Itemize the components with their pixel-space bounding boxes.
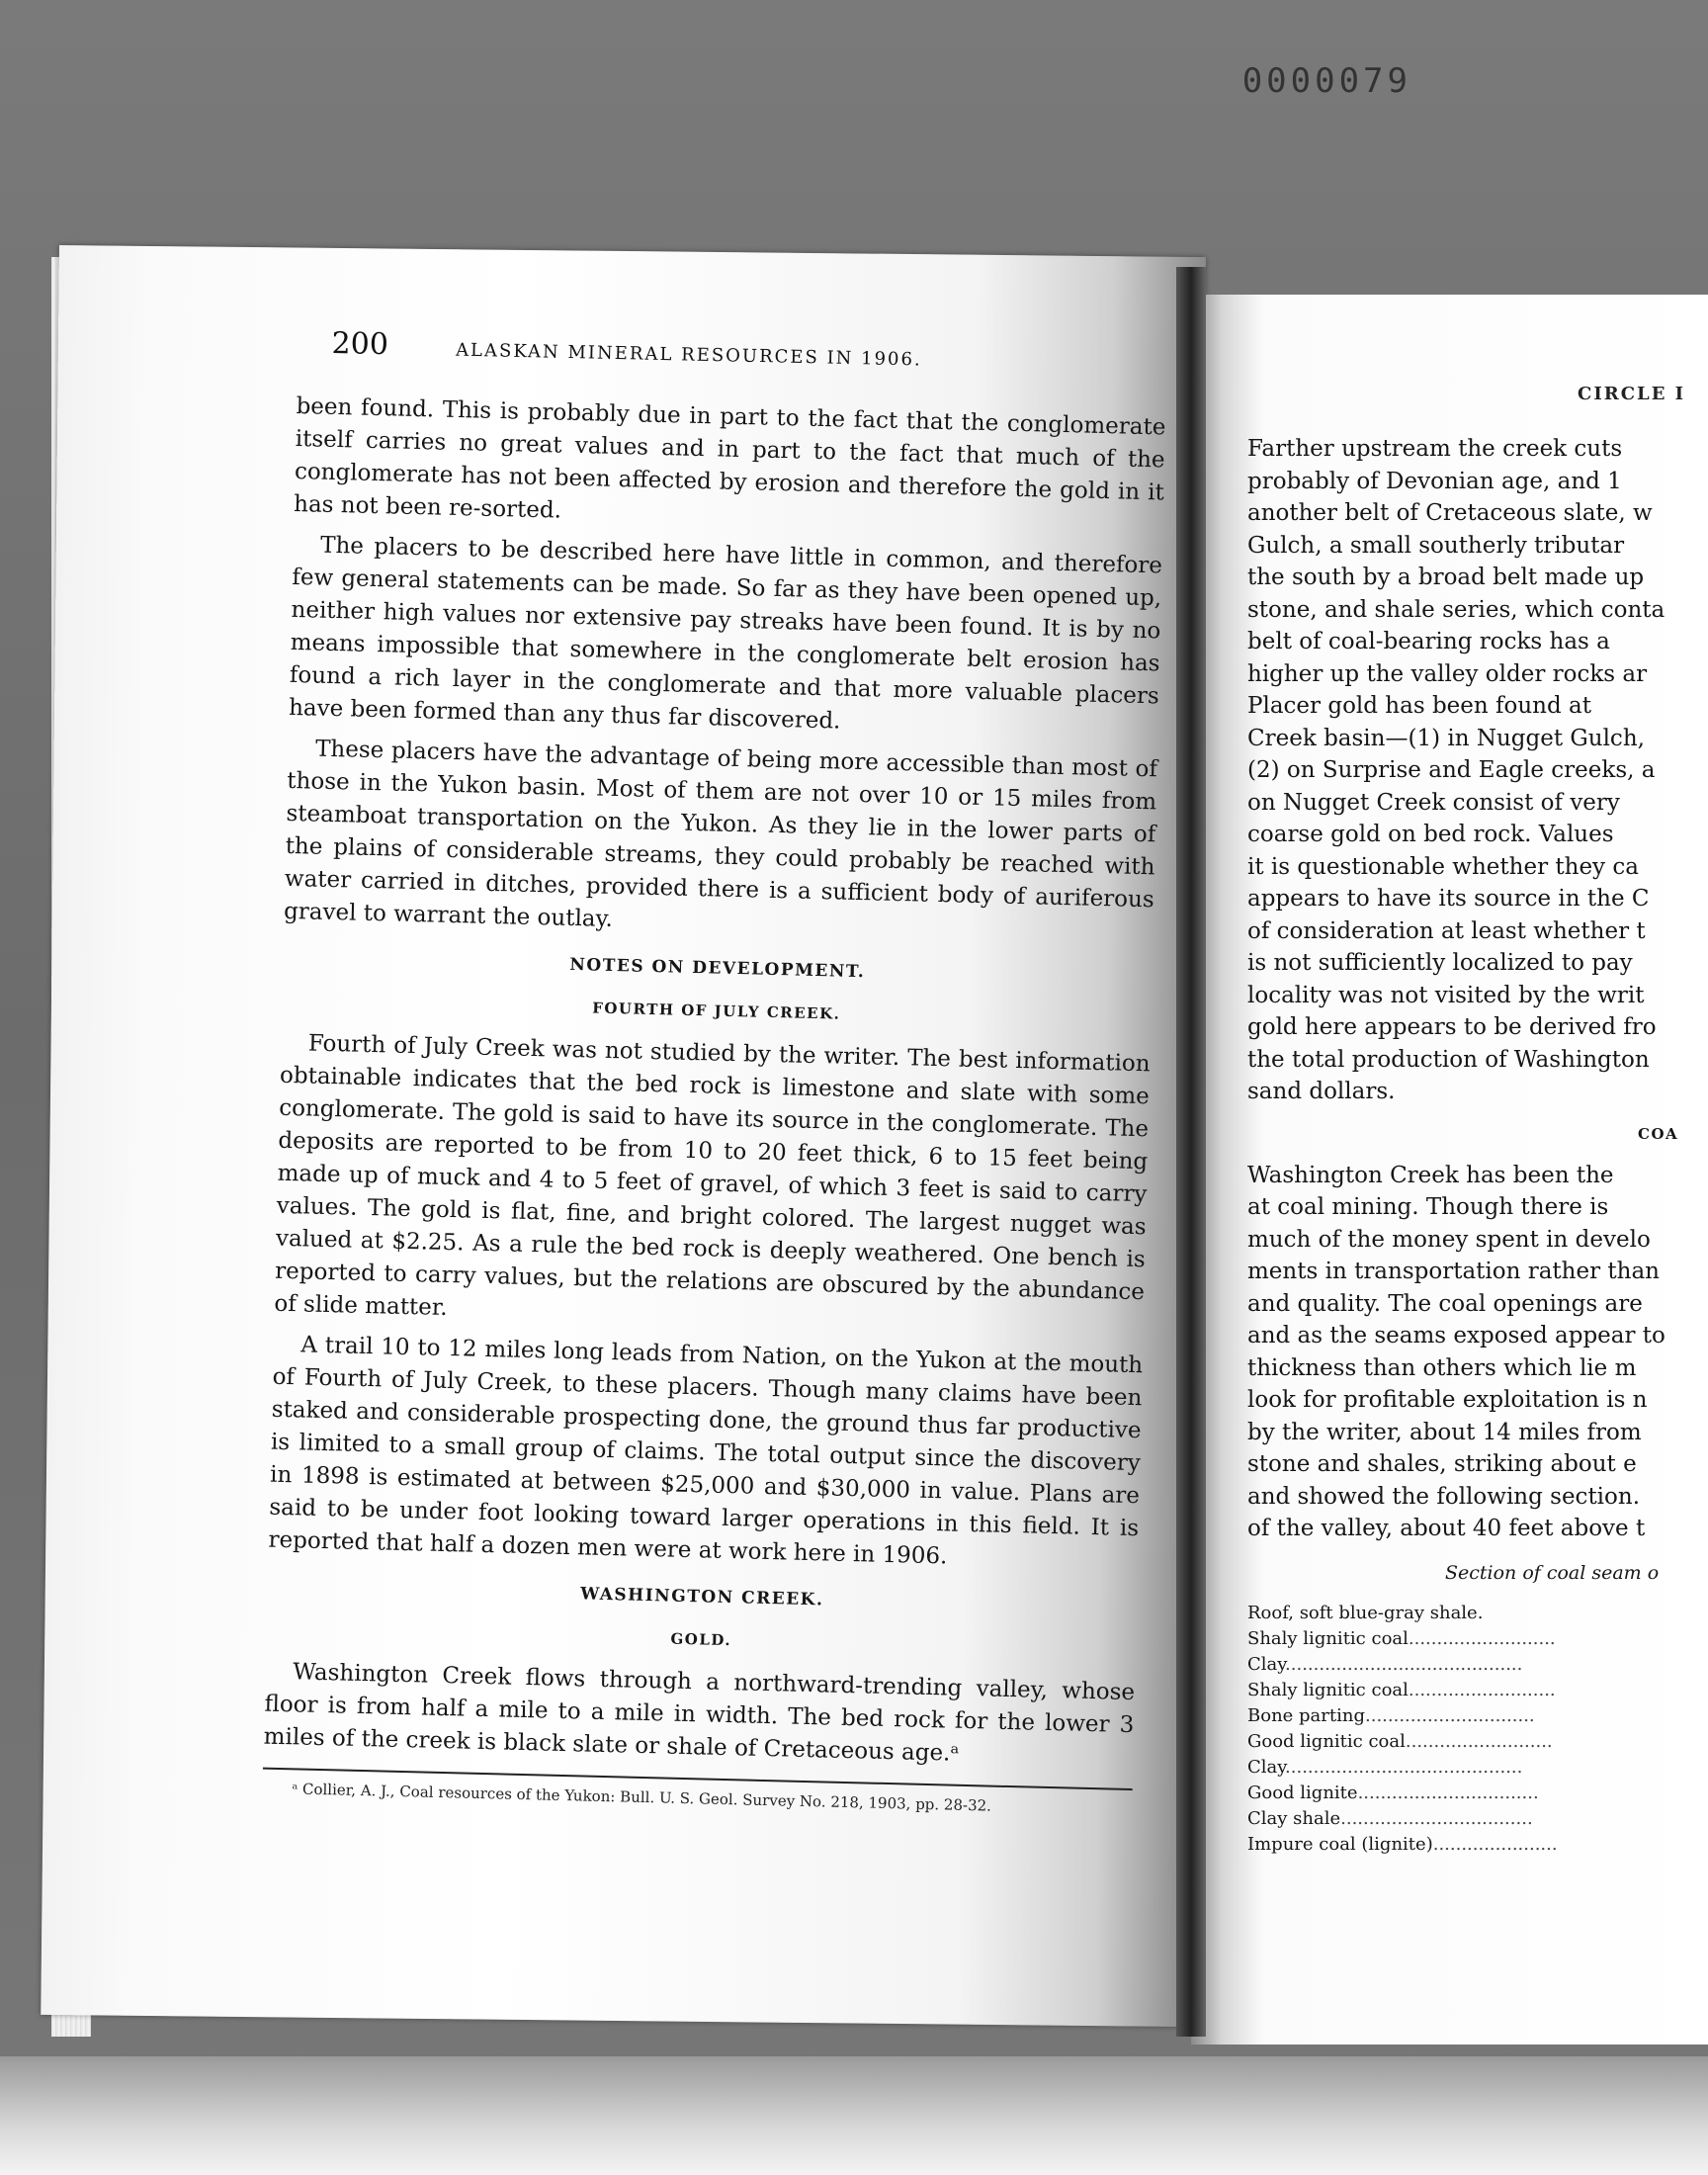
text-line: and as the seams exposed appear to: [1247, 1323, 1665, 1348]
paragraph: The placers to be described here have little in common, and therefore few general statements can be made. So far as they have been opened up, neither high values nor extensive pay streaks have been found. It is by no means impossible that somewhere in the conglomerate belt erosion has found a rich layer in the conglomerate and that more valuable placers have been formed than any thus far discovered.: [288, 532, 1163, 735]
paragraph: Washington Creek flows through a northward-trending valley, whose floor is from half a mile to a mile in width. The bed rock for the lower 3 miles of the creek is black slate or shale of Cretaceous age.ᵃ: [263, 1659, 1136, 1767]
page-number: 200: [331, 326, 389, 363]
footnote: ᵃ Collier, A. J., Coal resources of the Yukon: Bull. U. S. Geol. Survey No. 218, 1903, pp. 28-32.: [292, 1780, 992, 1815]
text-line: Placer gold has been found at: [1247, 693, 1591, 719]
text-line: another belt of Cretaceous slate, w: [1247, 500, 1653, 526]
subsection-heading: FOURTH OF JULY CREEK.: [591, 999, 841, 1023]
paragraph: been found. This is probably due in part to the fact that the conglomerate itself carries no great values and in part to the fact that much of the conglomerate has not been affected by erosion and therefore the gold in it has not been re-sorted.: [293, 392, 1166, 524]
text-line: it is questionable whether they ca: [1247, 853, 1639, 880]
text-line: ments in transportation rather than: [1247, 1259, 1660, 1284]
paragraph: A trail 10 to 12 miles long leads from Nation, on the Yukon at the mouth of Fourth of July Creek, to these placers. Though many claims have been staked and considerable prospecting done, the ground thus far productive is limited to a small group of claims. The total output since the discovery in 1898 is estimated at between $25,000 and $30,000 in value. Plans are said to be under foot looking toward larger operations in this field. It is reported that half a dozen men were at work here in 1906.: [268, 1332, 1144, 1570]
coal-section-title: Section of coal seam o: [1445, 1561, 1660, 1584]
text-line: Washington Creek has been the: [1247, 1162, 1614, 1188]
right-page-body: [1247, 433, 1682, 1858]
text-line: gold here appears to be derived fro: [1247, 1014, 1657, 1040]
section-heading: WASHINGTON CREEK.: [579, 1584, 824, 1610]
text-line: the total production of Washington: [1247, 1046, 1650, 1073]
coal-row: Clay..........................................: [1247, 1653, 1523, 1675]
scan-bottom-margin: [0, 2056, 1708, 2175]
text-line: at coal mining. Though there is: [1247, 1194, 1609, 1220]
text-line: Creek basin—(1) in Nugget Gulch,: [1247, 725, 1645, 751]
text-line: of the valley, about 40 feet above t: [1247, 1516, 1646, 1541]
coal-row: Roof, soft blue-gray shale.: [1247, 1602, 1484, 1623]
text-line: appears to have its source in the C: [1247, 886, 1650, 912]
book-gutter: [1176, 267, 1206, 2037]
text-line: probably of Devonian age, and 1: [1247, 468, 1622, 494]
left-page-body: [262, 391, 1166, 1820]
text-line: the south by a broad belt made up: [1247, 565, 1645, 590]
text-line: coarse gold on bed rock. Values: [1247, 822, 1614, 847]
coal-row: Clay shale..................................: [1247, 1807, 1533, 1829]
coal-row: Clay..........................................: [1247, 1756, 1523, 1778]
paragraph: These placers have the advantage of being more accessible than most of those in the Yukon basin. Most of them are not over 10 or 15 miles from steamboat transportation on the Yukon. As they lie in the lower parts of the plains of considerable streams, they could probably be reached with water carried in ditches, provided there is a sufficient body of auriferous gravel to warrant the outlay.: [283, 736, 1158, 932]
text-line: thickness than others which lie m: [1247, 1354, 1637, 1381]
text-line: belt of coal-bearing rocks has a: [1247, 629, 1610, 654]
paragraph: Fourth of July Creek was not studied by the writer. The best information obtainable indicates that the bed rock is limestone and slate with some conglomerate. The gold is said to have its source in the conglomerate. The deposits are reported to be from 10 to 20 feet thick, 6 to 15 feet being made up of muck and 4 to 5 feet of gravel, of which 3 feet is said to carry values. The gold is flat, fine, and bright colored. The largest nugget was valued at $2.25. As a rule the bed rock is deeply weathered. One bench is reported to carry values, but the relations are obscured by the abundance of slide matter.: [274, 1030, 1151, 1322]
text-line: stone, and shale series, which conta: [1247, 596, 1665, 623]
text-line: look for profitable exploitation is n: [1247, 1387, 1648, 1413]
coal-row: Shaly lignitic coal..........................: [1247, 1627, 1556, 1649]
page-stamp: 0000079: [1241, 61, 1411, 101]
right-running-head: CIRCLE I: [1578, 384, 1686, 404]
text-line: much of the money spent in develo: [1247, 1226, 1651, 1253]
text-line: (2) on Surprise and Eagle creeks, a: [1247, 757, 1656, 783]
text-line: and quality. The coal openings are: [1247, 1290, 1643, 1317]
subsection-heading: COA: [1638, 1124, 1679, 1143]
text-line: by the writer, about 14 miles from: [1247, 1419, 1642, 1445]
text-line: stone and shales, striking about e: [1247, 1451, 1637, 1477]
text-line: Farther upstream the creek cuts: [1247, 436, 1623, 462]
subsection-heading: GOLD.: [670, 1629, 732, 1650]
coal-row: Shaly lignitic coal..........................: [1247, 1679, 1556, 1700]
text-line: and showed the following section.: [1247, 1483, 1641, 1510]
text-line: Gulch, a small southerly tributar: [1247, 532, 1625, 559]
text-line: is not sufficiently localized to pay: [1247, 950, 1633, 976]
text-line: sand dollars.: [1247, 1079, 1396, 1104]
coal-row: Impure coal (lignite)......................: [1247, 1833, 1558, 1855]
text-line: of consideration at least whether t: [1247, 917, 1646, 944]
text-line: higher up the valley older rocks ar: [1247, 660, 1648, 687]
text-line: on Nugget Creek consist of very: [1247, 789, 1620, 816]
coal-row: Good lignitic coal..........................: [1247, 1730, 1553, 1752]
running-title: ALASKAN MINERAL RESOURCES IN 1906.: [455, 339, 922, 371]
coal-row: Bone parting..............................: [1247, 1704, 1535, 1726]
section-heading: NOTES ON DEVELOPMENT.: [569, 954, 866, 983]
text-line: locality was not visited by the writ: [1247, 982, 1645, 1008]
coal-row: Good lignite................................: [1247, 1782, 1539, 1803]
